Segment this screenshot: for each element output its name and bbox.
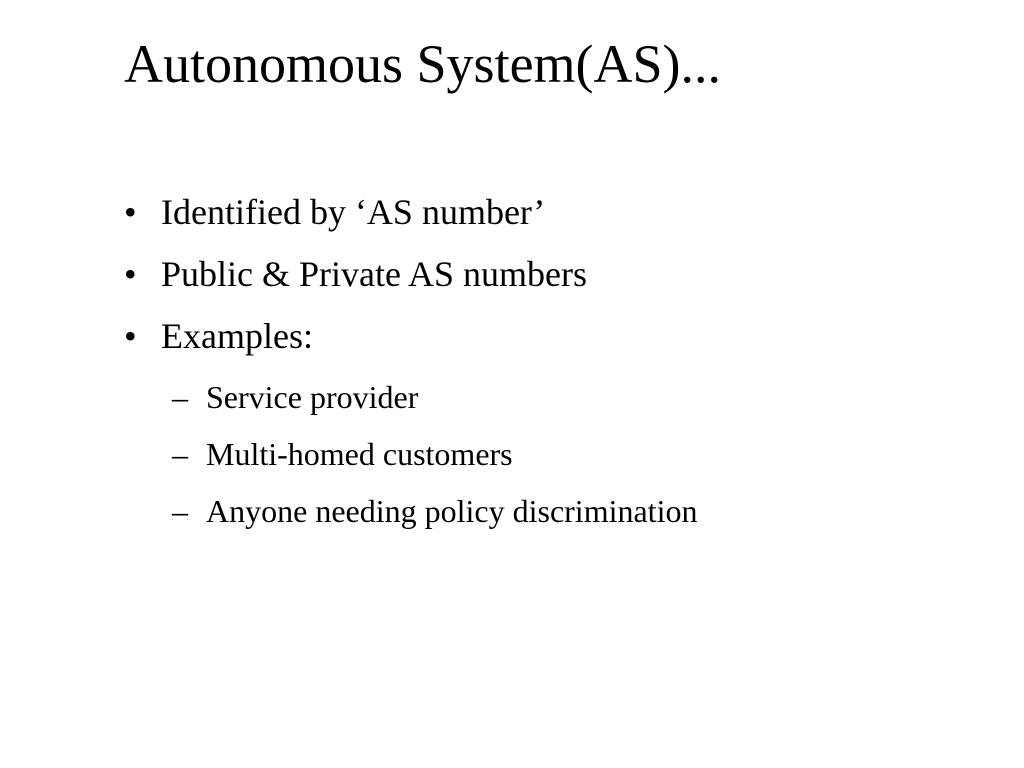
bullet-text: Examples:	[161, 316, 313, 356]
slide-title: Autonomous System(AS)...	[124, 34, 722, 94]
bullet-item	[124, 252, 587, 296]
bullet-item	[124, 314, 313, 358]
sub-bullet-item	[172, 377, 418, 417]
sub-bullet-marker: –	[172, 379, 188, 415]
bullet-text: Identified by ‘AS number’	[161, 192, 546, 232]
sub-bullet-item	[172, 434, 513, 474]
bullet-item	[124, 190, 545, 234]
bullet-marker: •	[124, 316, 137, 356]
sub-bullet-item	[172, 491, 697, 531]
bullet-text: Public & Private AS numbers	[161, 254, 587, 294]
bullet-marker: •	[124, 192, 137, 232]
sub-bullet-text: Service provider	[206, 379, 419, 415]
sub-bullet-text: Anyone needing policy discrimination	[206, 493, 698, 529]
bullet-marker: •	[124, 254, 137, 294]
sub-bullet-marker: –	[172, 436, 188, 472]
sub-bullet-text: Multi-homed customers	[206, 436, 513, 472]
sub-bullet-marker: –	[172, 493, 188, 529]
